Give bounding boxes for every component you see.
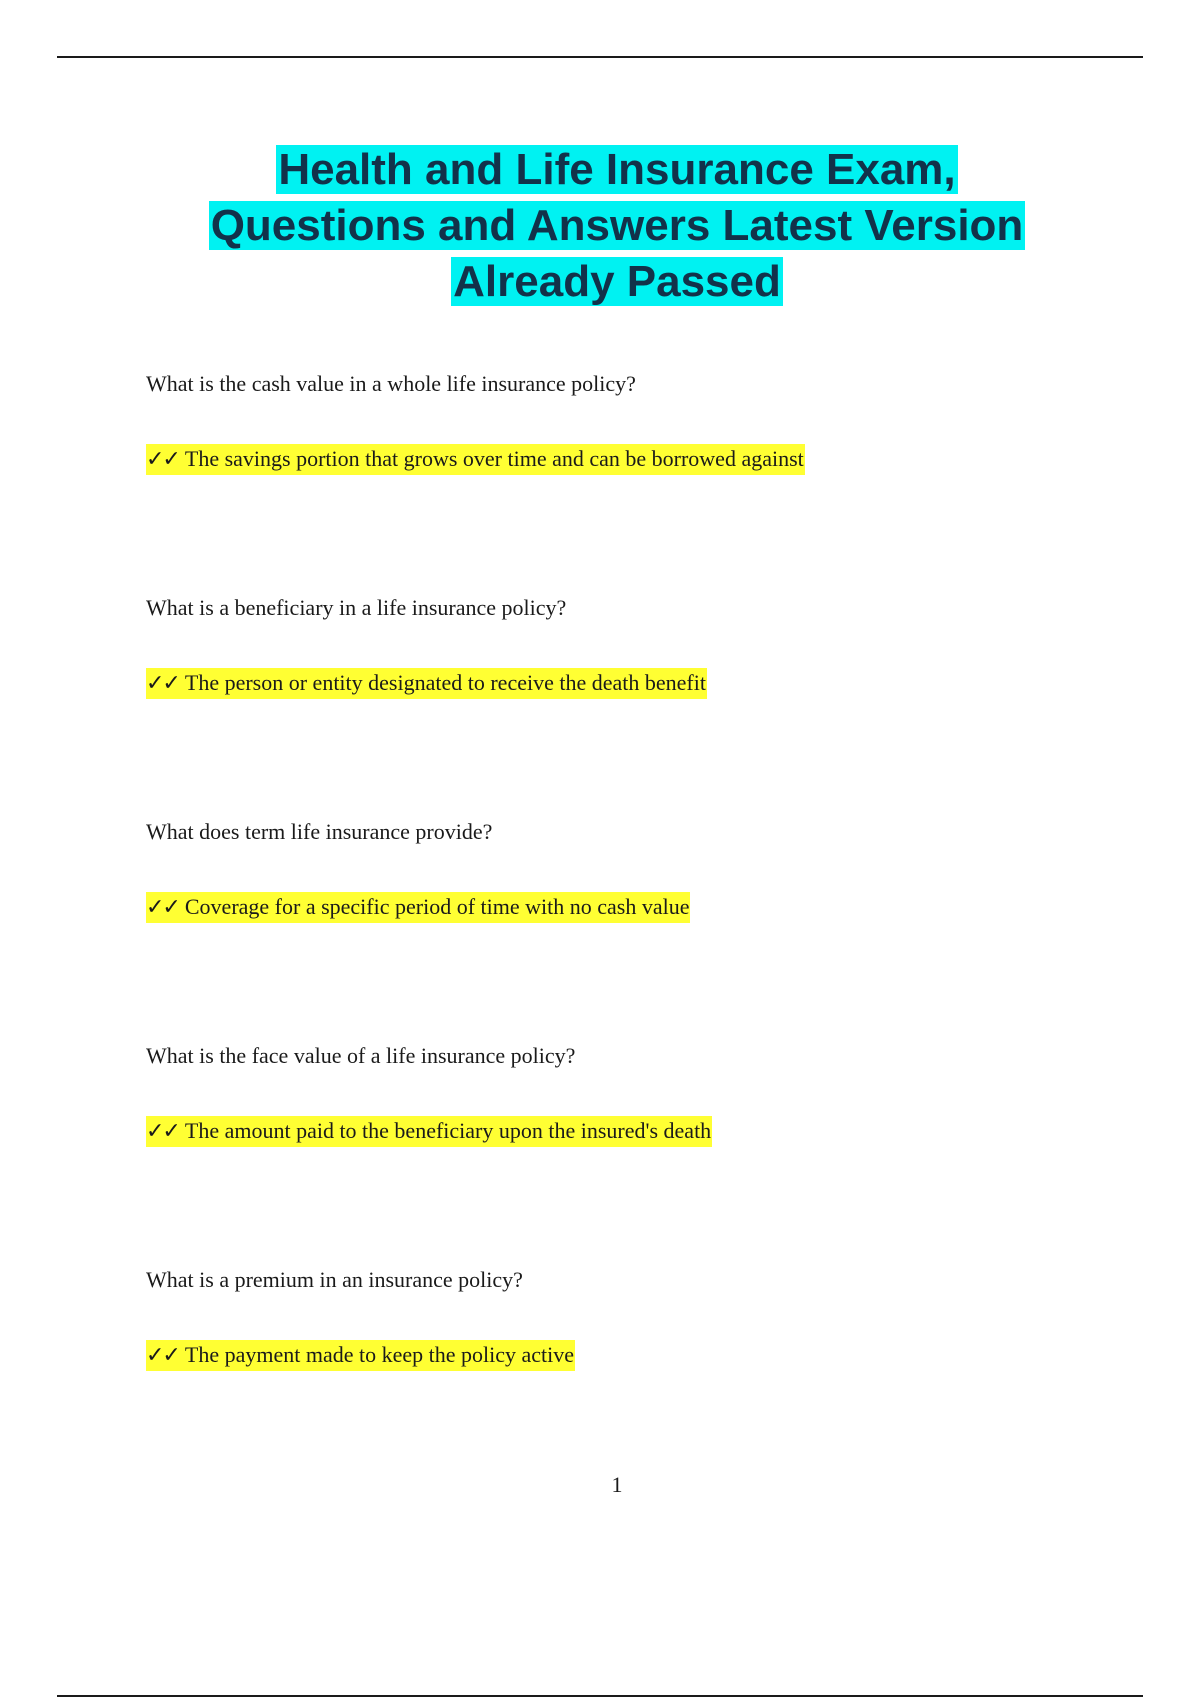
top-rule — [57, 56, 1143, 58]
question-text: What is a beneficiary in a life insurance policy? — [146, 595, 567, 620]
question-text: What is the cash value in a whole life insurance policy? — [146, 371, 636, 396]
question-text: What does term life insurance provide? — [146, 819, 493, 844]
title-line: Health and Life Insurance Exam, — [278, 145, 956, 194]
title-line: Questions and Answers Latest Version — [210, 201, 1024, 250]
document-title — [0, 142, 1200, 310]
question-text: What is a premium in an insurance policy? — [146, 1267, 523, 1292]
bottom-rule — [57, 1695, 1143, 1697]
answer-text: ✓✓ Coverage for a specific period of time with no cash value — [146, 892, 690, 923]
answer-text: ✓✓ The amount paid to the beneficiary upon the insured's death — [146, 1116, 712, 1147]
answer-text: ✓✓ The savings portion that grows over time and can be borrowed against — [146, 444, 805, 475]
double-check-icon: ✓✓ — [146, 1343, 179, 1368]
answer-text: ✓✓ The payment made to keep the policy active — [146, 1340, 575, 1371]
question-text: What is the face value of a life insurance policy? — [146, 1043, 576, 1068]
double-check-icon: ✓✓ — [146, 447, 179, 472]
double-check-icon: ✓✓ — [146, 671, 179, 696]
answer-text: ✓✓ The person or entity designated to receive the death benefit — [146, 668, 707, 699]
title-line: Already Passed — [453, 257, 781, 306]
page-number: 1 — [611, 1472, 623, 1497]
double-check-icon: ✓✓ — [146, 895, 179, 920]
double-check-icon: ✓✓ — [146, 1119, 179, 1144]
